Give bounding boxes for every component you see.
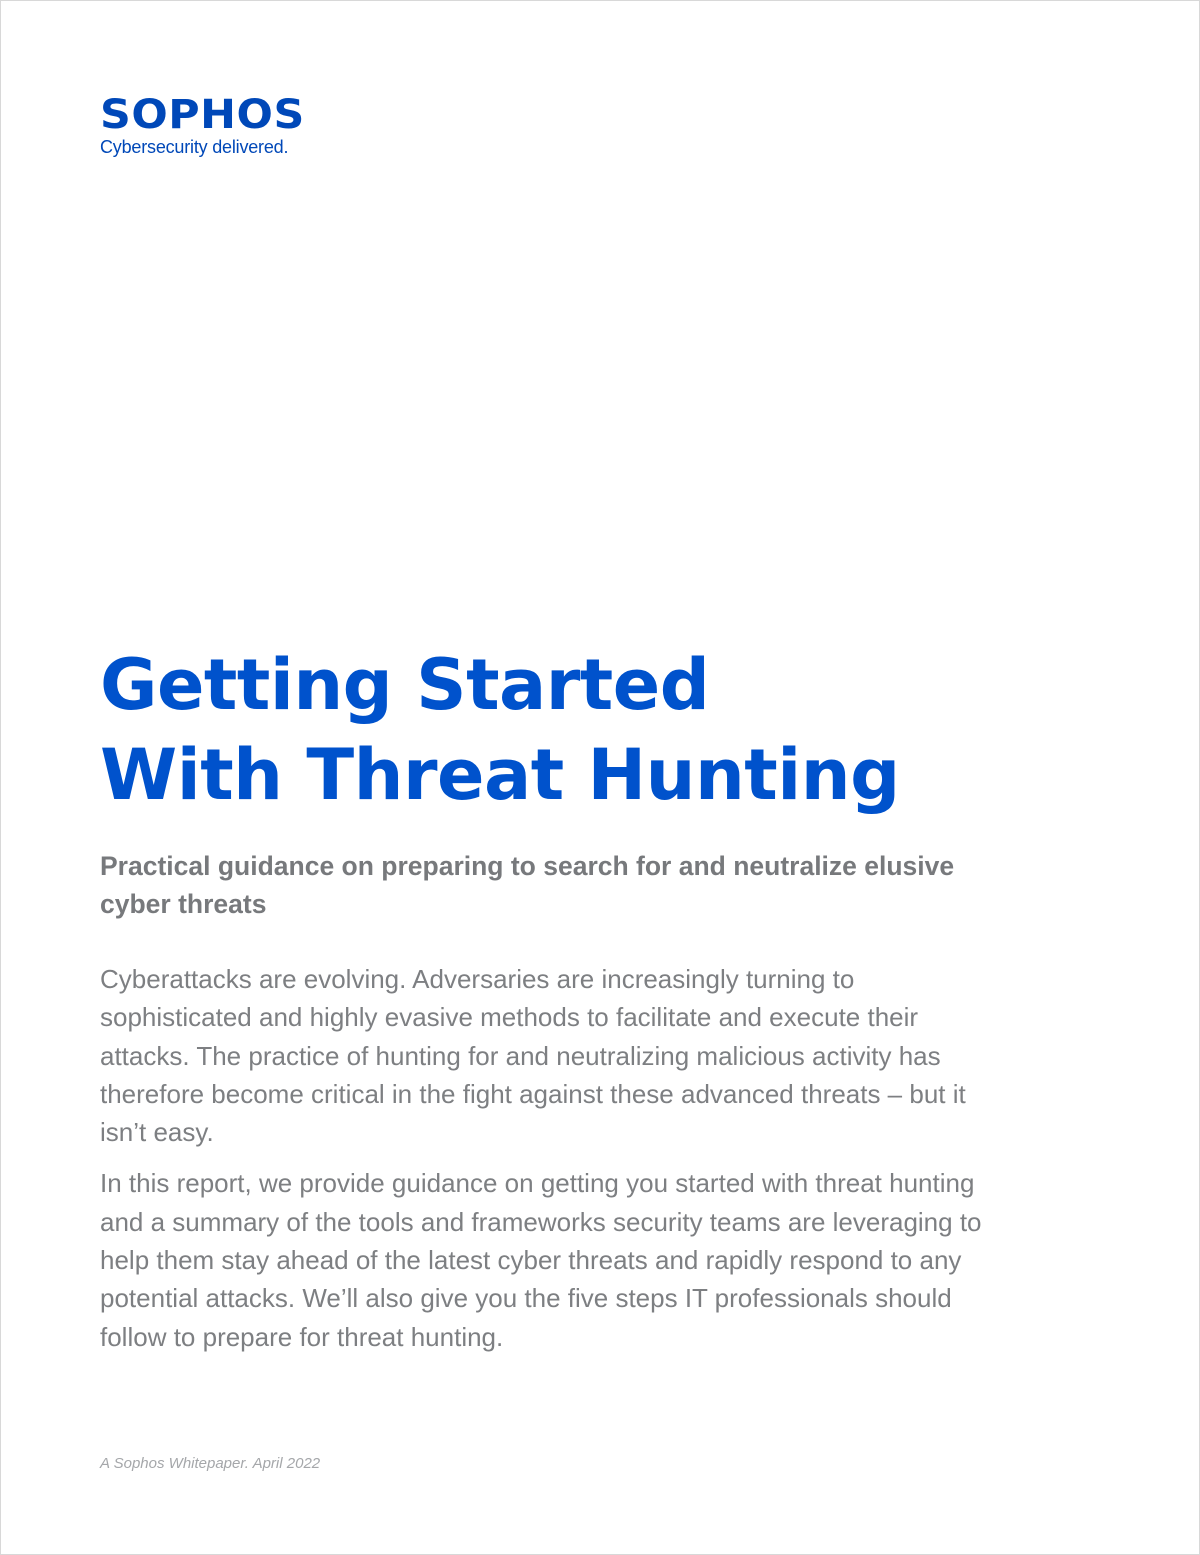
logo-wordmark: SOPHOS [100,92,305,138]
document-title [100,640,1000,820]
document-subtitle: Practical guidance on preparing to search for and neutralize elusive cyber threats [100,851,955,919]
title-line-2: With Threat Hunting [100,734,900,816]
intro-paragraph-1: Cyberattacks are evolving. Adversaries are increasingly turning to sophisticated and highly evasive methods to facilitate and execute their attacks. The practice of hunting for and neutralizing malicious activity has therefore become critical in the fight against these advanced threats – but it isn’t easy. [100,964,966,1148]
title-line-1: Getting Started [100,644,710,726]
logo-tagline: Cybersecurity delivered. [100,137,289,157]
intro-paragraph-2: In this report, we provide guidance on getting you started with threat hunting and a summary of the tools and frameworks security teams are leveraging to help them stay ahead of the latest cyber threats and rapidly respond to any potential attacks. We’ll also give you the five steps IT professionals should follow to prepare for threat hunting. [100,1168,982,1352]
intro-body [100,960,1000,1369]
sophos-logo [100,93,320,156]
footer-note: A Sophos Whitepaper. April 2022 [100,1455,321,1472]
